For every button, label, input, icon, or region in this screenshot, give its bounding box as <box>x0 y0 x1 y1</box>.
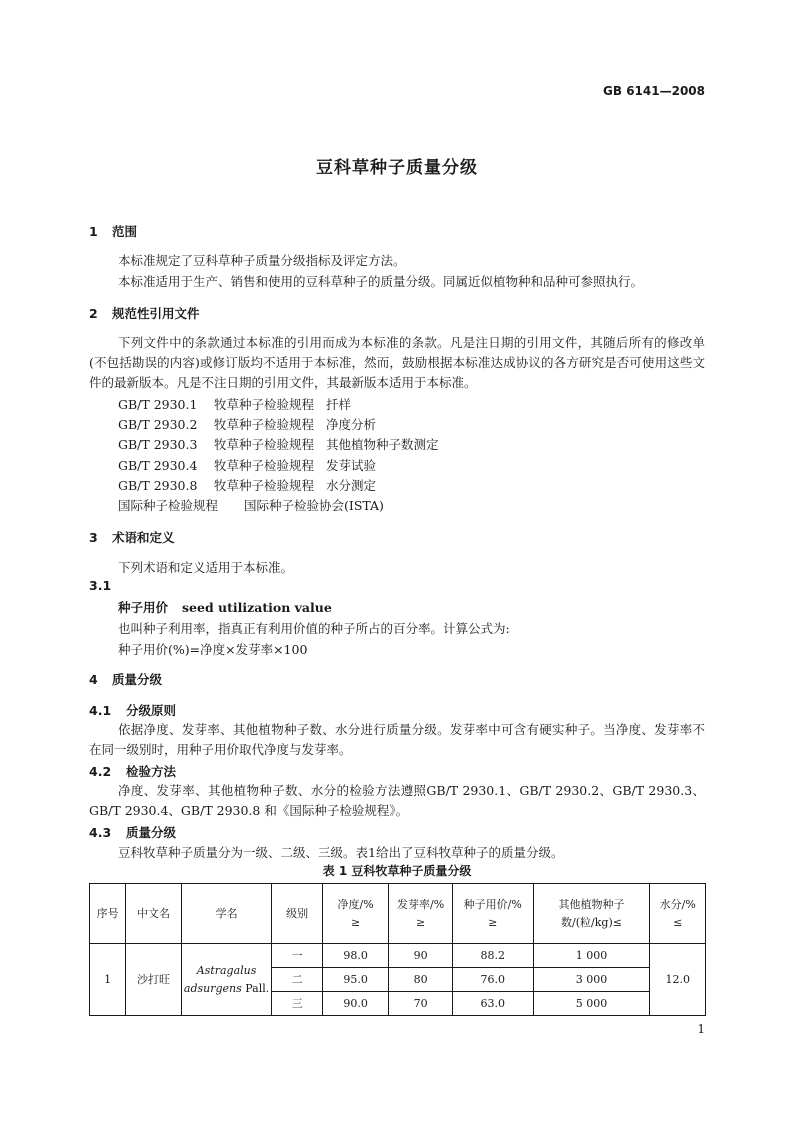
reference-name: 牧草种子检验规程 <box>214 417 315 432</box>
cell-purity: 95.0 <box>322 968 389 992</box>
cell-sci-name <box>181 944 272 1016</box>
page-number: 1 <box>697 1022 705 1036</box>
reference-code: GB/T 2930.4 <box>118 458 198 473</box>
header-line: 数/(粒/kg)≤ <box>561 915 622 929</box>
table-header-row <box>90 884 706 944</box>
header-purity <box>322 884 389 944</box>
table-caption: 表 1 豆科牧草种子质量分级 <box>322 864 472 878</box>
reference-desc: 水分测定 <box>326 478 377 493</box>
subsection-heading <box>89 701 176 719</box>
header-no: 序号 <box>90 884 126 944</box>
cell-purity: 90.0 <box>322 992 389 1016</box>
reference-name: 国际种子检验规程 <box>118 498 219 513</box>
header-germination <box>389 884 453 944</box>
term-heading <box>118 598 332 616</box>
reference-item <box>118 435 439 453</box>
term-cn: 种子用价 <box>118 600 169 615</box>
header-line: 种子用价/% <box>463 897 522 911</box>
formula: 种子用价(%)=净度×发芽率×100 <box>118 642 308 657</box>
header-other-seeds <box>533 884 650 944</box>
cell-cn-name: 沙打旺 <box>126 944 181 1016</box>
reference-item <box>118 496 384 514</box>
section-title: 质量分级 <box>112 672 163 687</box>
section-heading-normative-references <box>89 304 200 322</box>
paragraph: 依据净度、发芽率、其他植物种子数、水分进行质量分级。发芽率中可含有硬实种子。当净度、发芽率不在同一级别时，用种子用价取代净度与发芽率。 <box>89 722 705 757</box>
section-number: 1 <box>89 224 98 239</box>
cell-grade: 一 <box>272 944 322 968</box>
paragraph: 下列术语和定义适用于本标准。 <box>118 560 294 575</box>
reference-name: 牧草种子检验规程 <box>214 458 315 473</box>
section-heading-scope <box>89 222 137 240</box>
reference-desc: 其他植物种子数测定 <box>326 437 439 452</box>
header-line: 净度/% <box>337 897 374 911</box>
header-line: 发芽率/% <box>397 897 445 911</box>
subsection-number: 4.1 <box>89 703 112 718</box>
header-line: 水分/% <box>659 897 696 911</box>
paragraph: 净度、发芽率、其他植物种子数、水分的检验方法遵照GB/T 2930.1、GB/T 2930.2、GB/T 2930.3、GB/T 2930.4、GB/T 2930.8 和《国际种子检验规程》。 <box>89 783 705 818</box>
section-title: 范围 <box>112 224 138 239</box>
section-heading-quality-grading <box>89 670 162 688</box>
header-line: ≥ <box>351 915 361 929</box>
header-sci-name: 学名 <box>181 884 272 944</box>
header-moisture <box>650 884 706 944</box>
subsection-title: 检验方法 <box>126 764 177 779</box>
sci-species: adsurgens <box>183 981 242 995</box>
section-heading-terms <box>89 528 175 546</box>
section-number: 4 <box>89 672 98 687</box>
paragraph: 下列文件中的条款通过本标准的引用而成为本标准的条款。凡是注日期的引用文件，其随后所有的修改单(不包括勘误的内容)或修订版均不适用于本标准，然而，鼓励根据本标准达成协议的各方研究是否可使用这些文件的最新版本。凡是不注日期的引用文件，其最新版本适用于本标准。 <box>89 335 705 390</box>
table-row <box>90 944 706 968</box>
term-definition: 也叫种子利用率，指真正有利用价值的种子所占的百分率。计算公式为: <box>118 621 510 636</box>
subsection-heading <box>89 762 176 780</box>
page-title: 豆科草种子质量分级 <box>316 158 478 178</box>
section-number: 2 <box>89 306 98 321</box>
paragraph: 豆科牧草种子质量分为一级、二级、三级。表1给出了豆科牧草种子的质量分级。 <box>118 845 564 860</box>
header-cn-name: 中文名 <box>126 884 181 944</box>
document-code: GB 6141—2008 <box>603 84 705 98</box>
reference-item <box>118 456 376 474</box>
cell-germination: 70 <box>389 992 453 1016</box>
term-en: seed utilization value <box>182 600 332 615</box>
cell-seed-value: 88.2 <box>452 944 533 968</box>
paragraph: 本标准适用于生产、销售和使用的豆科草种子的质量分级。同属近似植物种和品种可参照执行。 <box>118 274 644 289</box>
reference-code: GB/T 2930.1 <box>118 397 198 412</box>
reference-code: GB/T 2930.2 <box>118 417 198 432</box>
reference-name: 牧草种子检验规程 <box>214 437 315 452</box>
header-grade: 级别 <box>272 884 322 944</box>
section-title: 规范性引用文件 <box>112 306 200 321</box>
cell-other-seeds: 3 000 <box>533 968 650 992</box>
paragraph: 本标准规定了豆科草种子质量分级指标及评定方法。 <box>118 253 406 268</box>
sci-author: Pall. <box>245 981 270 995</box>
cell-seed-value: 63.0 <box>452 992 533 1016</box>
header-line: 其他植物种子 <box>558 897 625 911</box>
reference-name: 牧草种子检验规程 <box>214 397 315 412</box>
section-title: 术语和定义 <box>112 530 175 545</box>
cell-other-seeds: 5 000 <box>533 992 650 1016</box>
reference-desc: 国际种子检验协会(ISTA) <box>244 498 384 513</box>
reference-item <box>118 395 351 413</box>
reference-desc: 净度分析 <box>326 417 377 432</box>
reference-item <box>118 415 376 433</box>
cell-seed-value: 76.0 <box>452 968 533 992</box>
subsection-number: 3.1 <box>89 578 112 593</box>
cell-grade: 二 <box>272 968 322 992</box>
reference-code: GB/T 2930.3 <box>118 437 198 452</box>
header-line: ≥ <box>416 915 426 929</box>
subsection-heading <box>89 823 176 841</box>
subsection-title: 分级原则 <box>126 703 177 718</box>
header-seed-value <box>452 884 533 944</box>
reference-code: GB/T 2930.8 <box>118 478 198 493</box>
cell-purity: 98.0 <box>322 944 389 968</box>
header-line: ≤ <box>673 915 683 929</box>
reference-item <box>118 476 376 494</box>
section-number: 3 <box>89 530 98 545</box>
subsection-number: 4.2 <box>89 764 112 779</box>
subsection-title: 质量分级 <box>126 825 177 840</box>
cell-no: 1 <box>90 944 126 1016</box>
header-line: ≥ <box>488 915 498 929</box>
quality-grade-table <box>89 883 706 1016</box>
sci-genus: Astragalus <box>196 963 257 977</box>
cell-grade: 三 <box>272 992 322 1016</box>
subsection-number: 4.3 <box>89 825 112 840</box>
reference-desc: 发芽试验 <box>326 458 377 473</box>
cell-moisture: 12.0 <box>650 944 706 1016</box>
cell-germination: 80 <box>389 968 453 992</box>
reference-name: 牧草种子检验规程 <box>214 478 315 493</box>
reference-desc: 扦样 <box>326 397 352 412</box>
cell-other-seeds: 1 000 <box>533 944 650 968</box>
cell-germination: 90 <box>389 944 453 968</box>
